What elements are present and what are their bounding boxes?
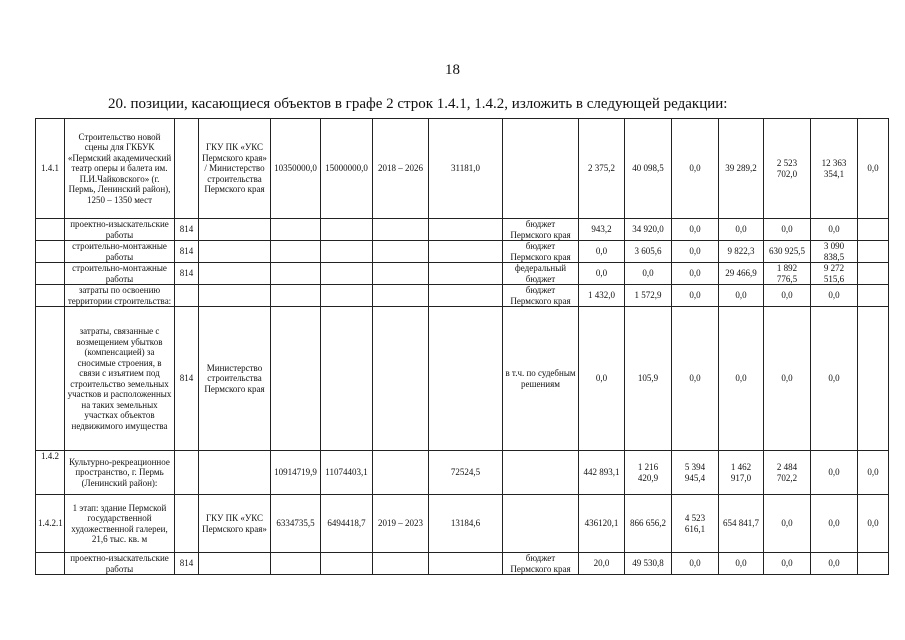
objects-table [35, 118, 889, 575]
value-cell: 20,0 [579, 553, 625, 575]
page-number: 18 [445, 62, 460, 78]
customer: Министерство строительства Пермского края [199, 307, 271, 451]
table-row [36, 307, 889, 451]
value-cell: 442 893,1 [579, 451, 625, 495]
row-number: 1.4.2 [36, 451, 65, 495]
cost-cell: 6334735,5 [271, 495, 321, 553]
row-number: 1.4.1 [36, 119, 65, 219]
source-cell: федеральный бюджет [503, 263, 579, 285]
work-name: затраты по освоению территории строительства: [65, 285, 175, 307]
value-cell: 39 289,2 [719, 119, 764, 219]
value-cell: 866 656,2 [625, 495, 672, 553]
table-row [36, 285, 889, 307]
work-name: затраты, связанные с возмещением убытков (компенсацией) за сносимые строения, в связи с изъятием под строительство земельных участков и расположенных на таких земельных участках объектов недвижимого имущества [65, 307, 175, 451]
table-row [36, 451, 889, 495]
value-cell: 105,9 [625, 307, 672, 451]
table-row [36, 219, 889, 241]
period-cell: 2019 – 2023 [373, 495, 429, 553]
value-cell: 0,0 [672, 285, 719, 307]
value-cell: 34 920,0 [625, 219, 672, 241]
value-cell: 0,0 [625, 263, 672, 285]
capacity-cell: 72524,5 [429, 451, 503, 495]
value-cell: 40 098,5 [625, 119, 672, 219]
period-cell: 2018 – 2026 [373, 119, 429, 219]
value-cell: 0,0 [811, 307, 858, 451]
source-cell: бюджет Пермского края [503, 285, 579, 307]
value-cell: 2 484 702,2 [764, 451, 811, 495]
value-cell: 0,0 [579, 241, 625, 263]
value-cell: 0,0 [811, 451, 858, 495]
value-cell: 2 375,2 [579, 119, 625, 219]
capacity-cell: 31181,0 [429, 119, 503, 219]
value-cell: 3 090 838,5 [811, 241, 858, 263]
table-row [36, 119, 889, 219]
cost-cell: 15000000,0 [321, 119, 373, 219]
object-name: Культурно-рекреационное пространство, г. Пермь (Ленинский район): [65, 451, 175, 495]
value-cell: 0,0 [764, 307, 811, 451]
cost-cell: 10350000,0 [271, 119, 321, 219]
code-cell: 814 [175, 241, 199, 263]
value-cell: 0,0 [579, 263, 625, 285]
value-cell: 0,0 [719, 553, 764, 575]
value-cell: 1 572,9 [625, 285, 672, 307]
value-cell: 0,0 [579, 307, 625, 451]
value-cell: 0,0 [858, 451, 889, 495]
cost-cell: 6494418,7 [321, 495, 373, 553]
value-cell: 943,2 [579, 219, 625, 241]
value-cell: 9 822,3 [719, 241, 764, 263]
value-cell: 0,0 [811, 553, 858, 575]
code-cell: 814 [175, 263, 199, 285]
value-cell: 654 841,7 [719, 495, 764, 553]
row-number: 1.4.2.1 [36, 495, 65, 553]
cost-cell: 11074403,1 [321, 451, 373, 495]
object-name: 1 этап: здание Пермской государственной художественной галереи, 21,6 тыс. кв. м [65, 495, 175, 553]
cost-cell: 10914719,9 [271, 451, 321, 495]
value-cell: 1 216 420,9 [625, 451, 672, 495]
object-name: Строительство новой сцены для ГКБУК «Пермский академический театр оперы и балета им. П.И.Чайковского» (г. Пермь, Ленинский район), 1250 – 1350 мест [65, 119, 175, 219]
value-cell: 0,0 [764, 495, 811, 553]
work-name: строительно-монтажные работы [65, 241, 175, 263]
value-cell: 0,0 [858, 119, 889, 219]
value-cell: 0,0 [719, 219, 764, 241]
customer: ГКУ ПК «УКС Пермского края» [199, 495, 271, 553]
value-cell: 0,0 [858, 495, 889, 553]
value-cell: 0,0 [672, 553, 719, 575]
table-row [36, 553, 889, 575]
work-name: проектно-изыскательские работы [65, 553, 175, 575]
section-heading: 20. позиции, касающиеся объектов в графе 2 строк 1.4.1, 1.4.2, изложить в следующей редакции: [108, 96, 728, 112]
value-cell: 1 432,0 [579, 285, 625, 307]
value-cell: 0,0 [764, 219, 811, 241]
value-cell: 0,0 [719, 285, 764, 307]
value-cell: 9 272 515,6 [811, 263, 858, 285]
value-cell: 0,0 [672, 241, 719, 263]
value-cell: 0,0 [811, 285, 858, 307]
source-cell: бюджет Пермского края [503, 219, 579, 241]
work-name: строительно-монтажные работы [65, 263, 175, 285]
value-cell: 0,0 [672, 219, 719, 241]
value-cell: 49 530,8 [625, 553, 672, 575]
table-row [36, 495, 889, 553]
customer: ГКУ ПК «УКС Пермского края» / Министерство строительства Пермского края [199, 119, 271, 219]
value-cell: 3 605,6 [625, 241, 672, 263]
table-row [36, 263, 889, 285]
value-cell: 0,0 [811, 495, 858, 553]
value-cell: 29 466,9 [719, 263, 764, 285]
source-cell: в т.ч. по судебным решениям [503, 307, 579, 451]
value-cell: 630 925,5 [764, 241, 811, 263]
value-cell: 0,0 [764, 285, 811, 307]
value-cell: 12 363 354,1 [811, 119, 858, 219]
source-cell: бюджет Пермского края [503, 553, 579, 575]
source-cell: бюджет Пермского края [503, 241, 579, 263]
table-row [36, 241, 889, 263]
value-cell: 1 892 776,5 [764, 263, 811, 285]
value-cell: 436120,1 [579, 495, 625, 553]
code-cell: 814 [175, 553, 199, 575]
value-cell: 0,0 [811, 219, 858, 241]
value-cell: 0,0 [672, 307, 719, 451]
value-cell: 0,0 [672, 119, 719, 219]
value-cell: 2 523 702,0 [764, 119, 811, 219]
value-cell: 0,0 [672, 263, 719, 285]
capacity-cell: 13184,6 [429, 495, 503, 553]
value-cell: 4 523 616,1 [672, 495, 719, 553]
code-cell: 814 [175, 307, 199, 451]
code-cell: 814 [175, 219, 199, 241]
value-cell: 1 462 917,0 [719, 451, 764, 495]
work-name: проектно-изыскательские работы [65, 219, 175, 241]
value-cell: 5 394 945,4 [672, 451, 719, 495]
value-cell: 0,0 [764, 553, 811, 575]
value-cell: 0,0 [719, 307, 764, 451]
